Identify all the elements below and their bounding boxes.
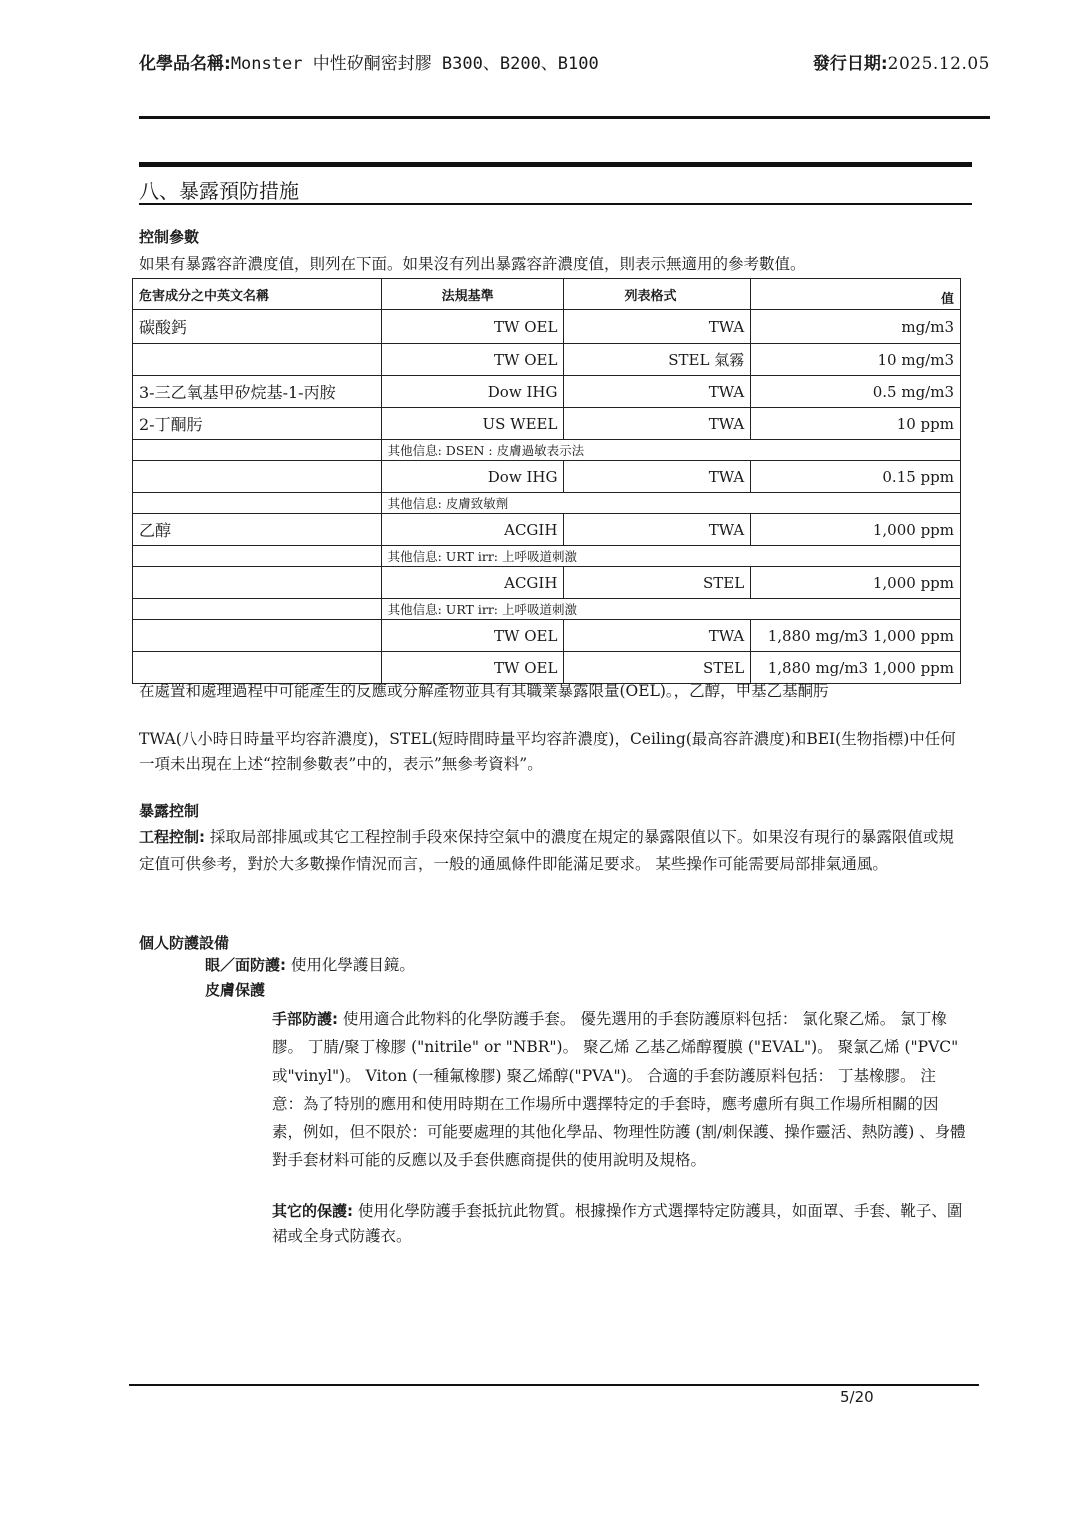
document-header-title — [139, 49, 599, 74]
product-label: 化學品名稱: — [139, 54, 231, 74]
cell-value: 1,880 mg/m3 1,000 ppm — [751, 652, 961, 684]
table-row — [133, 310, 961, 344]
section-bottom-rule — [139, 203, 972, 205]
control-params-table — [132, 278, 961, 684]
table-note-row — [133, 599, 961, 620]
table-row — [133, 376, 961, 408]
table-note-row — [133, 493, 961, 514]
issue-date — [813, 49, 990, 74]
cell-note: 其他信息: 皮膚致敏劑 — [381, 493, 960, 514]
other-protection-label: 其它的保護: — [272, 1202, 353, 1220]
cell-name: 2-丁酮肟 — [133, 408, 382, 440]
cell-format: TWA — [564, 620, 751, 652]
header-divider — [139, 116, 990, 119]
cell-name: 乙醇 — [133, 514, 382, 546]
cell-value: 10 ppm — [751, 408, 961, 440]
cell-name — [133, 344, 382, 376]
col-header-basis: 法規基準 — [381, 279, 564, 310]
cell-format: TWA — [564, 408, 751, 440]
control-params-intro: 如果有暴露容許濃度值，則列在下面。如果沒有列出暴露容許濃度值，則表示無適用的參考數值。 — [139, 255, 806, 273]
cell-format: TWA — [564, 310, 751, 344]
table-row — [133, 620, 961, 652]
control-params-heading: 控制參數 — [139, 228, 200, 246]
cell-format: STEL 氣霧 — [564, 344, 751, 376]
cell-basis: TW OEL — [381, 310, 564, 344]
page-number: 5/20 — [840, 1388, 874, 1406]
cell-name: 碳酸鈣 — [133, 310, 382, 344]
other-protection-text: 使用化學防護手套抵抗此物質。根據操作方式選擇特定防護具，如面罩、手套、靴子、圍裙或全身式防護衣。 — [272, 1202, 963, 1245]
table-header-row — [133, 279, 961, 310]
ppe-heading: 個人防護設備 — [139, 934, 230, 952]
cell-format: TWA — [564, 514, 751, 546]
col-header-name: 危害成分之中英文名稱 — [133, 279, 382, 310]
cell-basis: Dow IHG — [381, 376, 564, 408]
table-row — [133, 408, 961, 440]
exposure-control-heading: 暴露控制 — [139, 802, 200, 820]
cell-name — [133, 620, 382, 652]
eye-protection — [205, 953, 415, 977]
table-note-row — [133, 440, 961, 461]
engineering-control-text: 採取局部排風或其它工程控制手段來保持空氣中的濃度在規定的暴露限值以下。如果沒有現行的暴露限值或規定值可供參考，對於大多數操作情況而言，一般的通風條件即能滿足要求。 某些操作可能需要局部排氣通風。 — [139, 828, 954, 874]
cell-value: mg/m3 — [751, 310, 961, 344]
table-note-row — [133, 546, 961, 567]
section-title: 八、暴露預防措施 — [139, 179, 299, 203]
cell-basis: TW OEL — [381, 620, 564, 652]
no-reference-note: TWA(八小時日時量平均容許濃度)，STEL(短時間時量平均容許濃度)，Ceiling(最高容許濃度)和BEI(生物指標)中任何一項未出現在上述“控制參數表”中的，表示”無參考資料”。 — [139, 730, 956, 773]
hand-protection-label: 手部防護: — [272, 1010, 338, 1028]
cell-name — [133, 461, 382, 493]
skin-protection-heading: 皮膚保護 — [205, 981, 266, 999]
decomposition-note: 在處置和處理過程中可能產生的反應或分解產物並具有其職業暴露限量(OEL)。，乙醇，甲基乙基酮肟 — [139, 682, 829, 700]
engineering-control — [139, 824, 965, 878]
hand-protection-text: 使用適合此物料的化學防護手套。 優先選用的手套防護原料包括： 氯化聚乙烯。 氯丁橡膠。 丁腈/聚丁橡膠 ("nitrile" or "NBR")。 聚乙烯 乙基乙烯醇覆膜 ("EVAL")。 聚氯乙烯 ("PVC" 或"vinyl")。 Viton (一種氟橡膠) 聚乙烯醇("PVA")。 合適的手套防護原料包括： 丁基橡膠。 注意：為了特別的應用和使用時期在工作場所中選擇特定的手套時，應考慮所有與工作場所相關的因素，例如，但不限於：可能要處理的其他化學品、物理性防護 (割/刺保護、操作靈活、熱防護) 、身體對手套材料可能的反應以及手套供應商提供的使用說明及規格。 — [272, 1010, 966, 1170]
cell-name — [133, 567, 382, 599]
cell-basis: Dow IHG — [381, 461, 564, 493]
eye-protection-label: 眼／面防護: — [205, 956, 286, 974]
cell-note: 其他信息: URT irr: 上呼吸道刺激 — [381, 599, 960, 620]
issue-date-label: 發行日期: — [812, 54, 888, 74]
footer-divider — [129, 1384, 979, 1386]
table-row — [133, 514, 961, 546]
cell-basis: TW OEL — [381, 344, 564, 376]
cell-note: 其他信息: DSEN : 皮膚過敏表示法 — [381, 440, 960, 461]
cell-value: 1,880 mg/m3 1,000 ppm — [751, 620, 961, 652]
cell-format: STEL — [564, 567, 751, 599]
cell-format: TWA — [564, 376, 751, 408]
cell-basis: US WEEL — [381, 408, 564, 440]
col-header-value: 值 — [751, 279, 961, 310]
table-row — [133, 344, 961, 376]
cell-value: 1,000 ppm — [751, 514, 961, 546]
cell-value: 1,000 ppm — [751, 567, 961, 599]
cell-format: TWA — [564, 461, 751, 493]
cell-value: 0.15 ppm — [751, 461, 961, 493]
hand-protection — [272, 1005, 966, 1174]
table-row — [133, 567, 961, 599]
cell-note: 其他信息: URT irr: 上呼吸道刺激 — [381, 546, 960, 567]
issue-date-value: 2025.12.05 — [887, 54, 990, 74]
section-top-rule — [139, 162, 972, 167]
cell-basis: ACGIH — [381, 567, 564, 599]
cell-name: 3-三乙氧基甲矽烷基-1-丙胺 — [133, 376, 382, 408]
table-row — [133, 461, 961, 493]
cell-basis: TW OEL — [381, 652, 564, 684]
product-name: Monster 中性矽酮密封膠 B300、B200、B100 — [230, 54, 599, 74]
eye-protection-text: 使用化學護目鏡。 — [286, 956, 415, 974]
engineering-control-label: 工程控制: — [139, 828, 205, 846]
cell-value: 10 mg/m3 — [751, 344, 961, 376]
col-header-format: 列表格式 — [564, 279, 751, 310]
cell-value: 0.5 mg/m3 — [751, 376, 961, 408]
other-protection — [272, 1199, 966, 1249]
cell-basis: ACGIH — [381, 514, 564, 546]
cell-format: STEL — [564, 652, 751, 684]
